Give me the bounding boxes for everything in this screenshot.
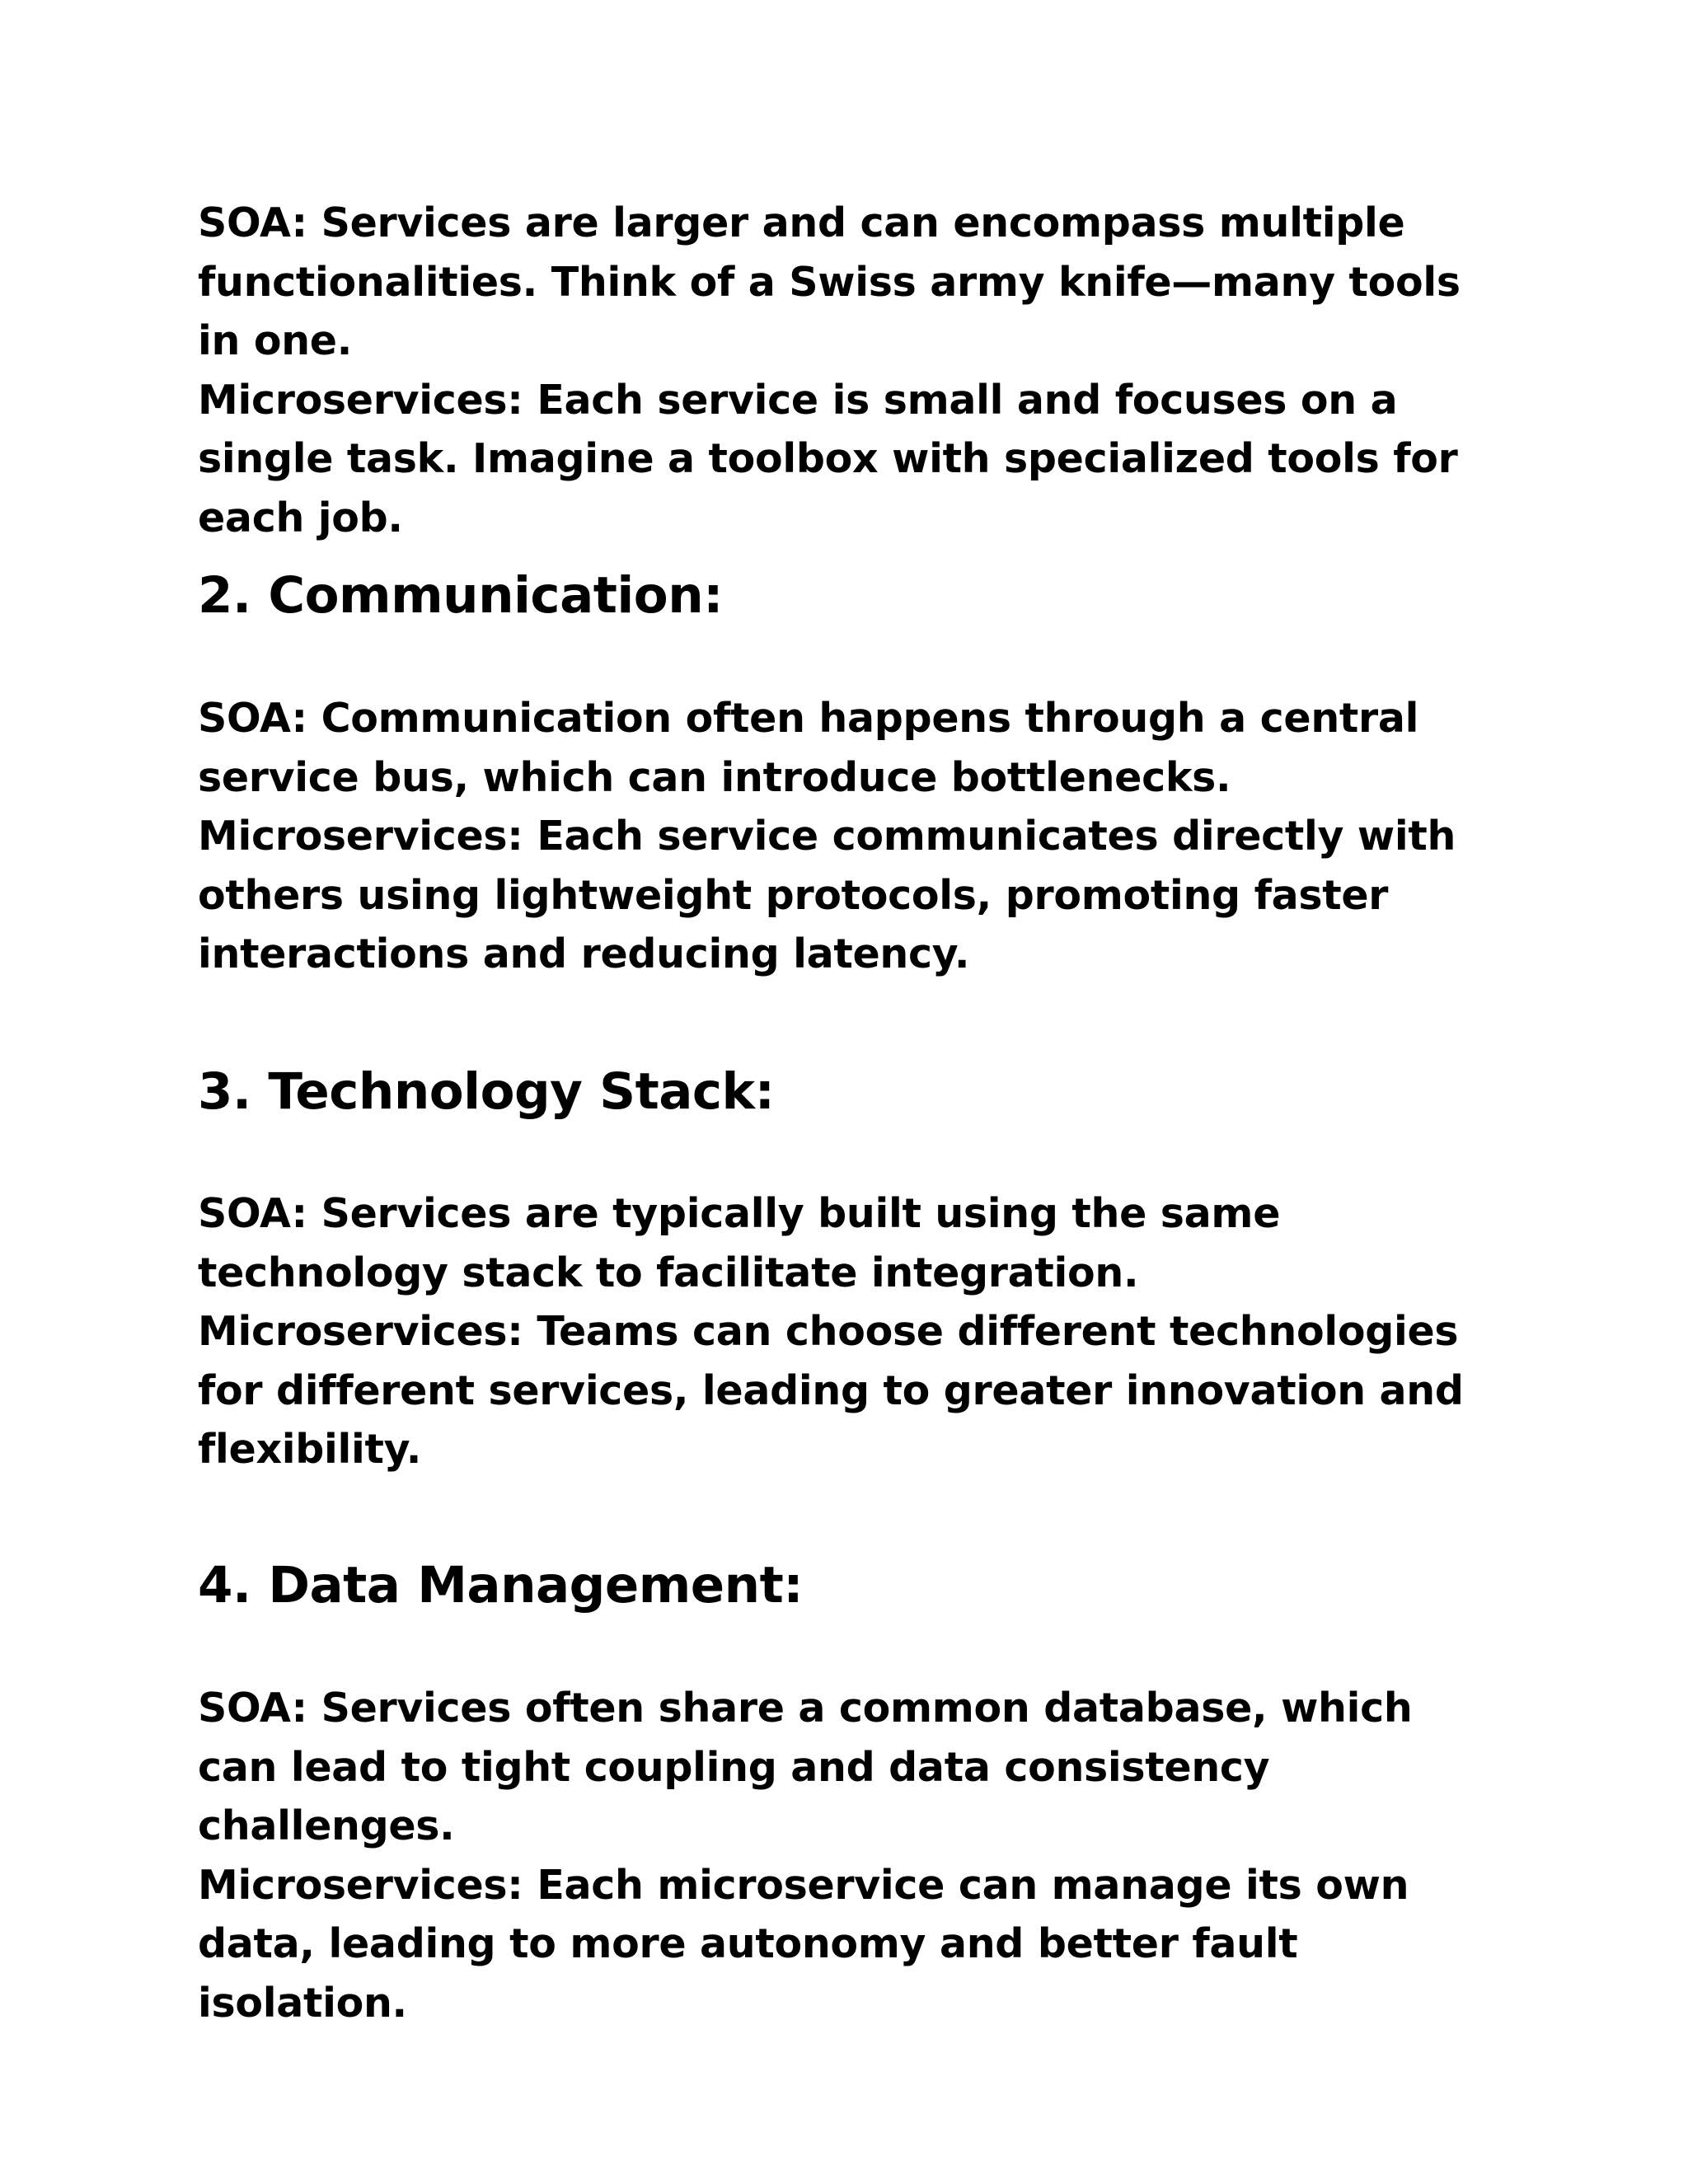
section-heading: 4. Data Management:	[198, 1556, 804, 1615]
microservices-paragraph: Microservices: Teams can choose different technologies for different services, leading to greater innovation and flexibility.	[198, 1308, 1464, 1473]
section-communication-body	[198, 689, 1500, 984]
section-heading: 2. Communication:	[198, 566, 724, 625]
microservices-paragraph: Microservices: Each service communicates directly with others using lightweight protocols, promoting faster interactions and reducing latency.	[198, 813, 1456, 977]
section-size-granularity	[198, 194, 1500, 547]
soa-paragraph: SOA: Services often share a common database, which can lead to tight coupling and data consistency challenges.	[198, 1685, 1413, 1849]
microservices-paragraph: Microservices: Each service is small and focuses on a single task. Imagine a toolbox with specialized tools for each job.	[198, 376, 1458, 541]
section-communication	[198, 563, 1500, 629]
section-technology-stack	[198, 1059, 1500, 1125]
section-data-management	[198, 1553, 1500, 1619]
soa-paragraph: SOA: Communication often happens through a central service bus, which can introduce bottlenecks.	[198, 695, 1419, 801]
soa-paragraph: SOA: Services are typically built using the same technology stack to facilitate integration.	[198, 1190, 1281, 1296]
soa-paragraph: SOA: Services are larger and can encompass multiple functionalities. Think of a Swiss army knife—many tools in one.	[198, 199, 1461, 364]
section-data-management-body	[198, 1679, 1500, 2032]
section-heading: 3. Technology Stack:	[198, 1062, 775, 1121]
microservices-paragraph: Microservices: Each microservice can manage its own data, leading to more autonomy and better fault isolation.	[198, 1861, 1409, 2027]
section-technology-stack-body	[198, 1184, 1500, 1479]
